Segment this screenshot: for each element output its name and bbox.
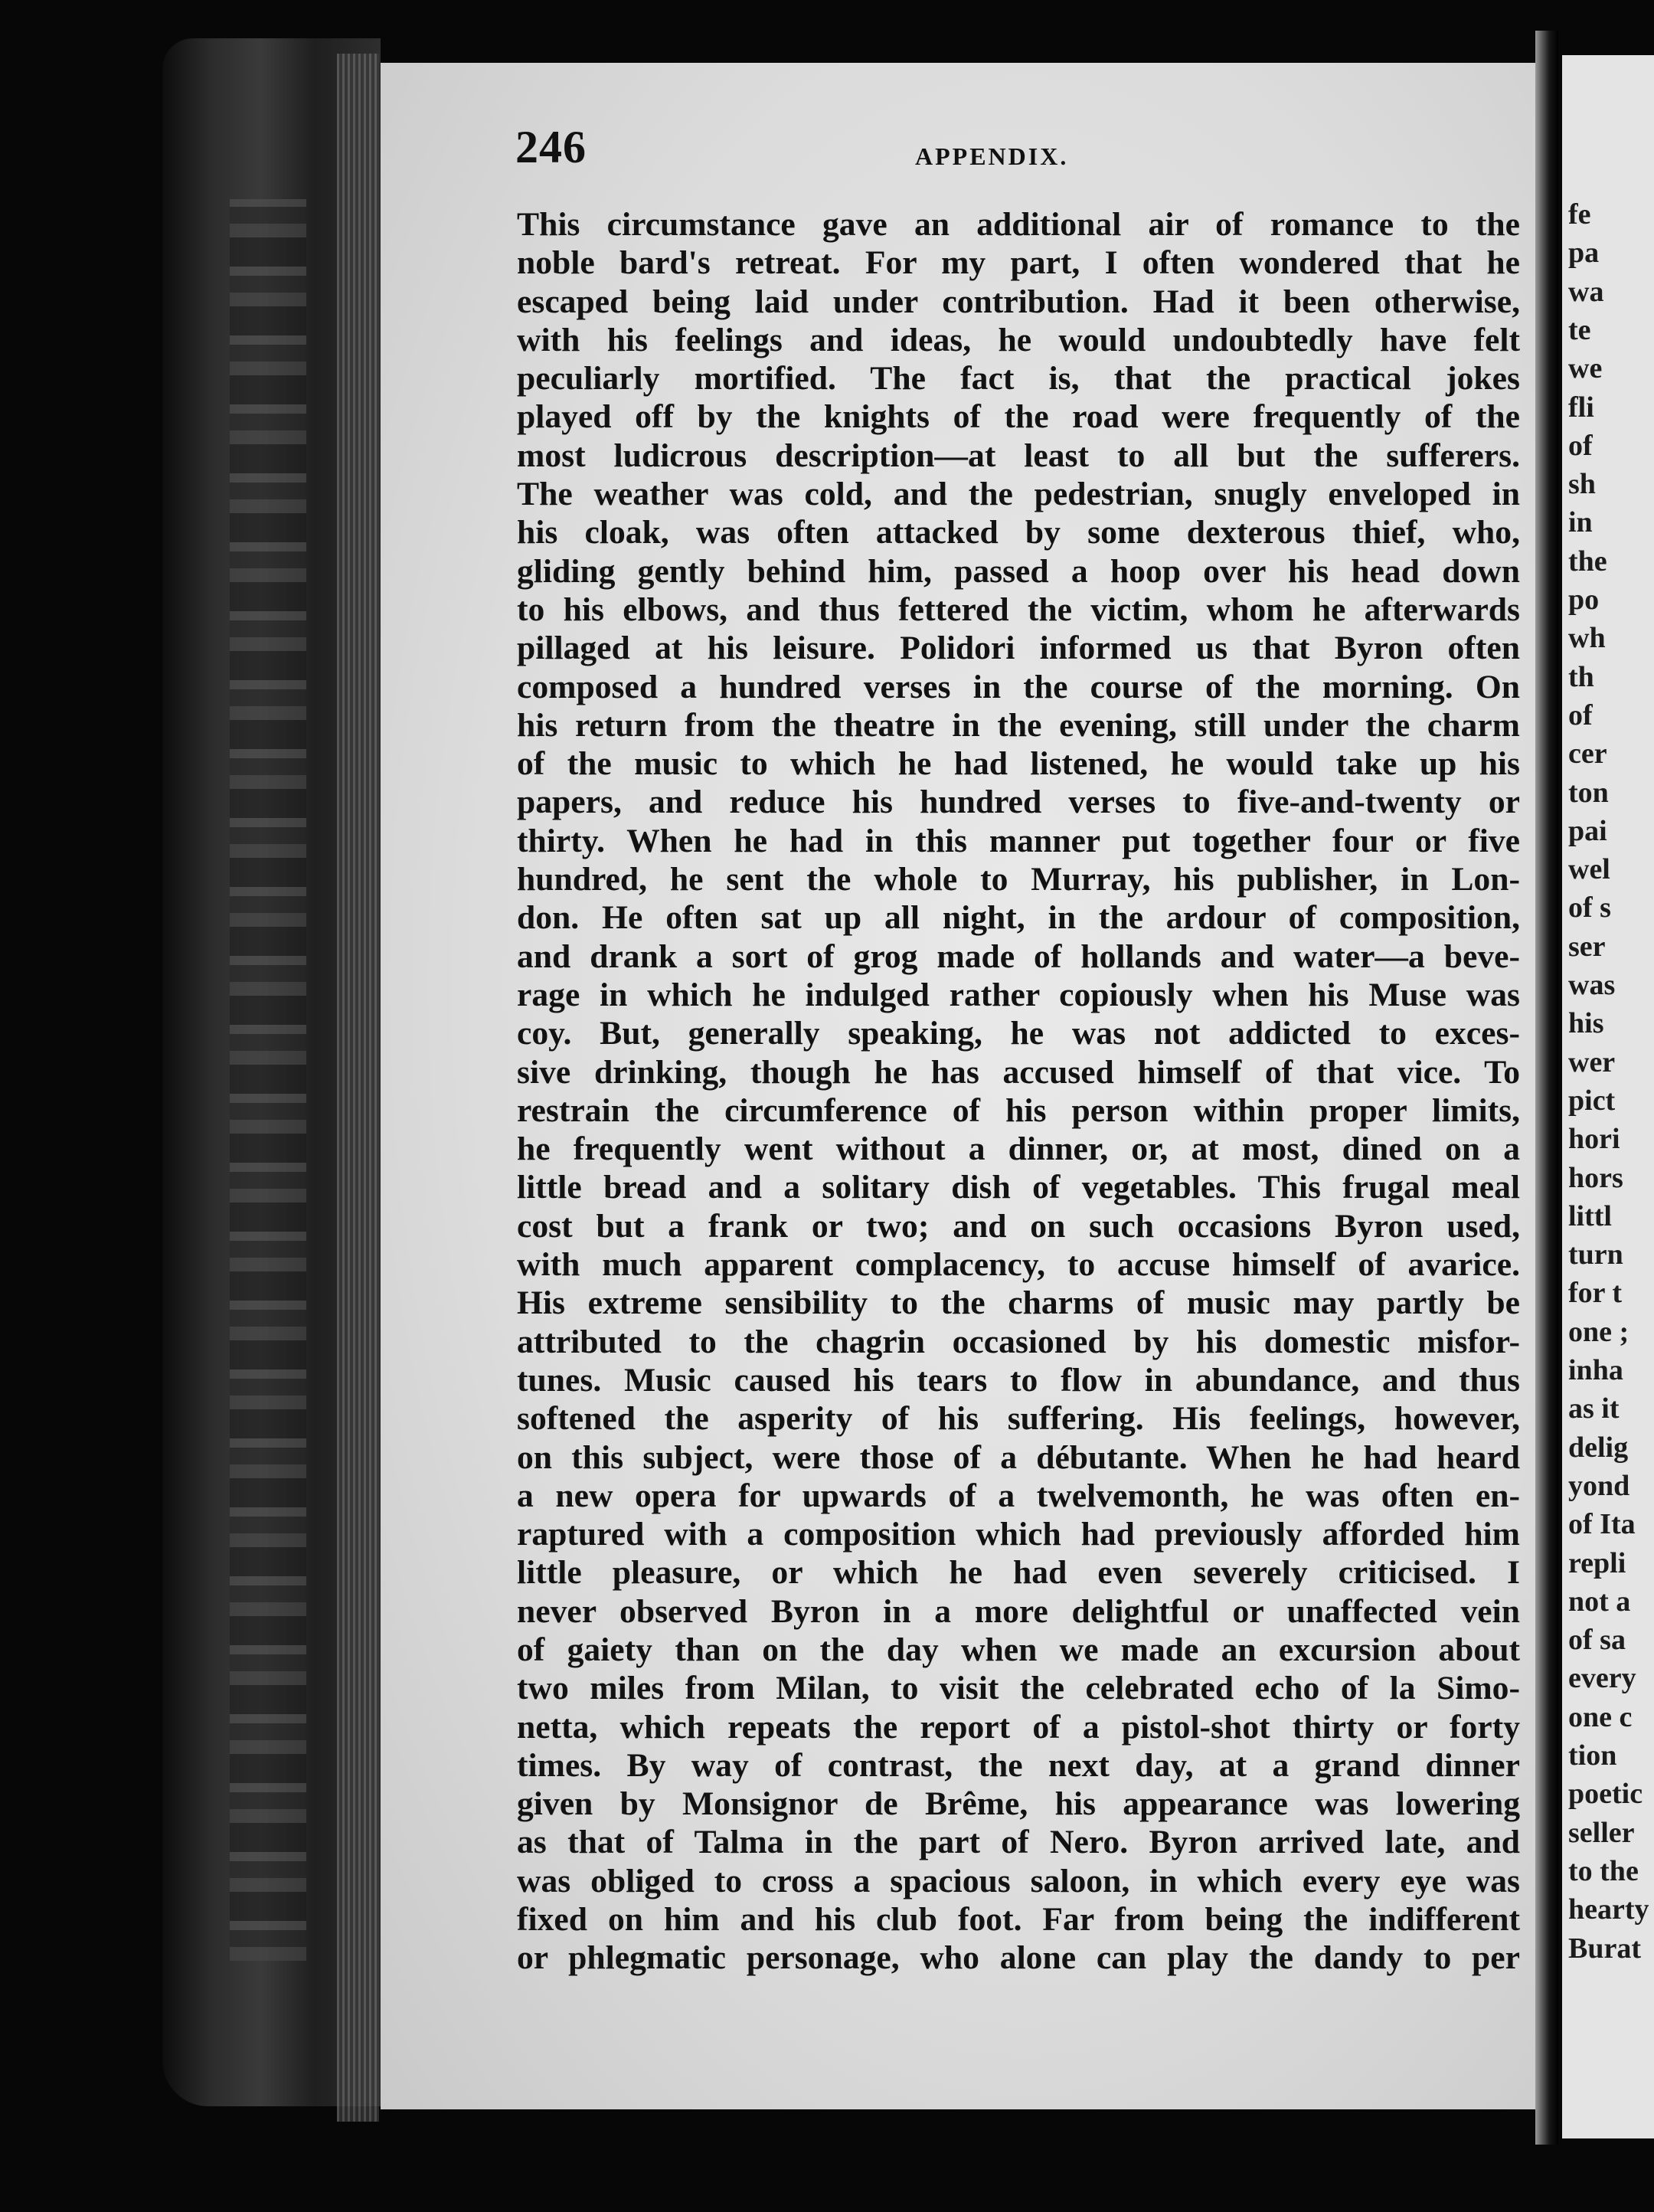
next-page-text-fragment: poetic [1568,1778,1643,1811]
body-text [517,205,1520,1978]
next-page-text-fragment: for t [1568,1277,1622,1310]
text-line: and drank a sort of grog made of hollands and water—a beve- [517,937,1520,975]
text-line: thirty. When he had in this manner put together four or five [517,822,1520,859]
text-line: The weather was cold, and the pedestrian, snugly enveloped in [517,476,1520,513]
text-line: a new opera for upwards of a twelvemonth, he was often en- [517,1477,1520,1514]
next-page-text-fragment: wel [1568,853,1610,886]
text-line: noble bard's retreat. For my part, I often wondered that he [517,244,1520,282]
text-line: two miles from Milan, to visit the celebrated echo of la Simo- [517,1670,1520,1707]
next-page-text-fragment: repli [1568,1546,1626,1579]
text-line: with his feelings and ideas, he would undoubtedly have felt [517,321,1520,358]
running-head: APPENDIX. [915,142,1069,170]
next-page-text-fragment: inha [1568,1354,1623,1386]
text-line: composed a hundred verses in the course of the morning. On [517,668,1520,705]
next-page-text-fragment: wh [1568,622,1606,655]
next-page-text-fragment: of sa [1568,1624,1626,1657]
next-page-text-fragment: Burat [1568,1932,1641,1965]
text-line: his return from the theatre in the evening, still under the charm [517,706,1520,744]
next-page-text-fragment: of [1568,699,1593,731]
next-page-text-fragment: te [1568,313,1591,346]
next-page-text-fragment: every [1568,1662,1636,1695]
next-page-text-fragment: hors [1568,1161,1623,1194]
next-page-text-fragment: yond [1568,1469,1630,1502]
next-page-text-fragment: ton [1568,776,1609,809]
text-line: escaped being laid under contribution. Had it been otherwise, [517,283,1520,320]
text-line: on this subject, were those of a débutante. When he had heard [517,1438,1520,1476]
text-line: pillaged at his leisure. Polidori informed us that Byron often [517,630,1520,667]
text-line: don. He often sat up all night, in the ardour of composition, [517,899,1520,937]
text-line: of gaiety than on the day when we made an excursion about [517,1631,1520,1668]
next-page-text-fragment: pa [1568,237,1600,270]
next-page-text-fragment: delig [1568,1431,1629,1464]
next-page-text-fragment: we [1568,352,1603,385]
next-page-text-fragment: not a [1568,1585,1631,1618]
next-page-text-fragment: of [1568,429,1593,462]
text-line: peculiarly mortified. The fact is, that the practical jokes [517,360,1520,398]
text-line: fixed on him and his club foot. Far from being the indifferent [517,1901,1520,1939]
next-page-text-fragment: littl [1568,1199,1612,1232]
page-gutter [1535,31,1558,2145]
next-page-text-fragment: turn [1568,1239,1623,1271]
text-line: coy. But, generally speaking, he was not addicted to exces- [517,1015,1520,1052]
page-edge-stack [337,54,379,2122]
next-page-text-fragment: sh [1568,468,1596,501]
next-page-text-fragment: to the [1568,1854,1639,1887]
text-line: hundred, he sent the whole to Murray, his publisher, in Lon- [517,861,1520,898]
text-line: tunes. Music caused his tears to flow in abundance, and thus [517,1361,1520,1399]
next-page-text-fragment: of Ita [1568,1508,1636,1541]
text-line: to his elbows, and thus fettered the victim, whom he afterwards [517,591,1520,628]
next-page-text-fragment: th [1568,660,1594,693]
next-page-text-fragment: wer [1568,1045,1616,1078]
text-line: given by Monsignor de Brême, his appearance was lowering [517,1785,1520,1823]
next-page-fragment [1562,55,1654,2138]
next-page-text-fragment: the [1568,545,1607,578]
next-page-text-fragment: one c [1568,1700,1633,1733]
next-page-text-fragment: hearty [1568,1893,1649,1926]
next-page-text-fragment: cer [1568,738,1607,771]
next-page-text-fragment: ser [1568,930,1606,963]
next-page-text-fragment: hori [1568,1123,1620,1156]
text-line: was obliged to cross a spacious saloon, in which every eye was [517,1862,1520,1900]
next-page-text-fragment: seller [1568,1816,1635,1849]
text-line: raptured with a composition which had previously afforded him [517,1516,1520,1553]
text-line: with much apparent complacency, to accuse himself of avarice. [517,1246,1520,1284]
text-line: little bread and a solitary dish of vegetables. This frugal meal [517,1169,1520,1206]
next-page-text-fragment: pict [1568,1084,1616,1117]
next-page-text-fragment: was [1568,969,1616,1001]
text-line: cost but a frank or two; and on such occasions Byron used, [517,1207,1520,1245]
text-line: most ludicrous description—at least to all but the sufferers. [517,437,1520,474]
text-line: papers, and reduce his hundred verses to five-and-twenty or [517,784,1520,821]
text-line: His extreme sensibility to the charms of music may partly be [517,1284,1520,1322]
text-line: as that of Talma in the part of Nero. Byron arrived late, and [517,1824,1520,1861]
next-page-text-fragment: fli [1568,391,1594,424]
text-line: attributed to the chagrin occasioned by his domestic misfor- [517,1323,1520,1360]
next-page-text-fragment: one ; [1568,1315,1629,1348]
next-page-text-fragment: pai [1568,814,1607,847]
text-line: gliding gently behind him, passed a hoop over his head down [517,552,1520,590]
text-line: his cloak, was often attacked by some dexterous thief, who, [517,514,1520,551]
text-line: played off by the knights of the road were frequently of the [517,398,1520,436]
text-line: never observed Byron in a more delightful or unaffected vein [517,1592,1520,1630]
text-line: sive drinking, though he has accused himself of that vice. To [517,1053,1520,1091]
text-line: rage in which he indulged rather copiously when his Muse was [517,976,1520,1013]
next-page-text-fragment: wa [1568,275,1604,308]
fore-edge-texture [230,199,306,1961]
text-line: netta, which repeats the report of a pistol-shot thirty or forty [517,1708,1520,1746]
next-page-text-fragment: in [1568,506,1593,539]
next-page-text-fragment: tion [1568,1739,1617,1772]
next-page-text-fragment: of s [1568,892,1611,924]
next-page-text-fragment: fe [1568,198,1591,231]
next-page-text-fragment: his [1568,1007,1604,1040]
text-line: softened the asperity of his suffering. His feelings, however, [517,1400,1520,1438]
text-line: times. By way of contrast, the next day, at a grand dinner [517,1746,1520,1784]
text-line: of the music to which he had listened, he would take up his [517,745,1520,783]
text-line: This circumstance gave an additional air of romance to the [517,206,1520,243]
next-page-text-fragment: po [1568,584,1600,616]
next-page-text-fragment: as it [1568,1392,1620,1425]
text-line: restrain the circumference of his person within proper limits, [517,1091,1520,1129]
text-line: or phlegmatic personage, who alone can play the dandy to per [517,1939,1520,1977]
page-number: 246 [515,122,587,172]
text-line: he frequently went without a dinner, or, at most, dined on a [517,1131,1520,1168]
text-line: little pleasure, or which he had even severely criticised. I [517,1554,1520,1592]
